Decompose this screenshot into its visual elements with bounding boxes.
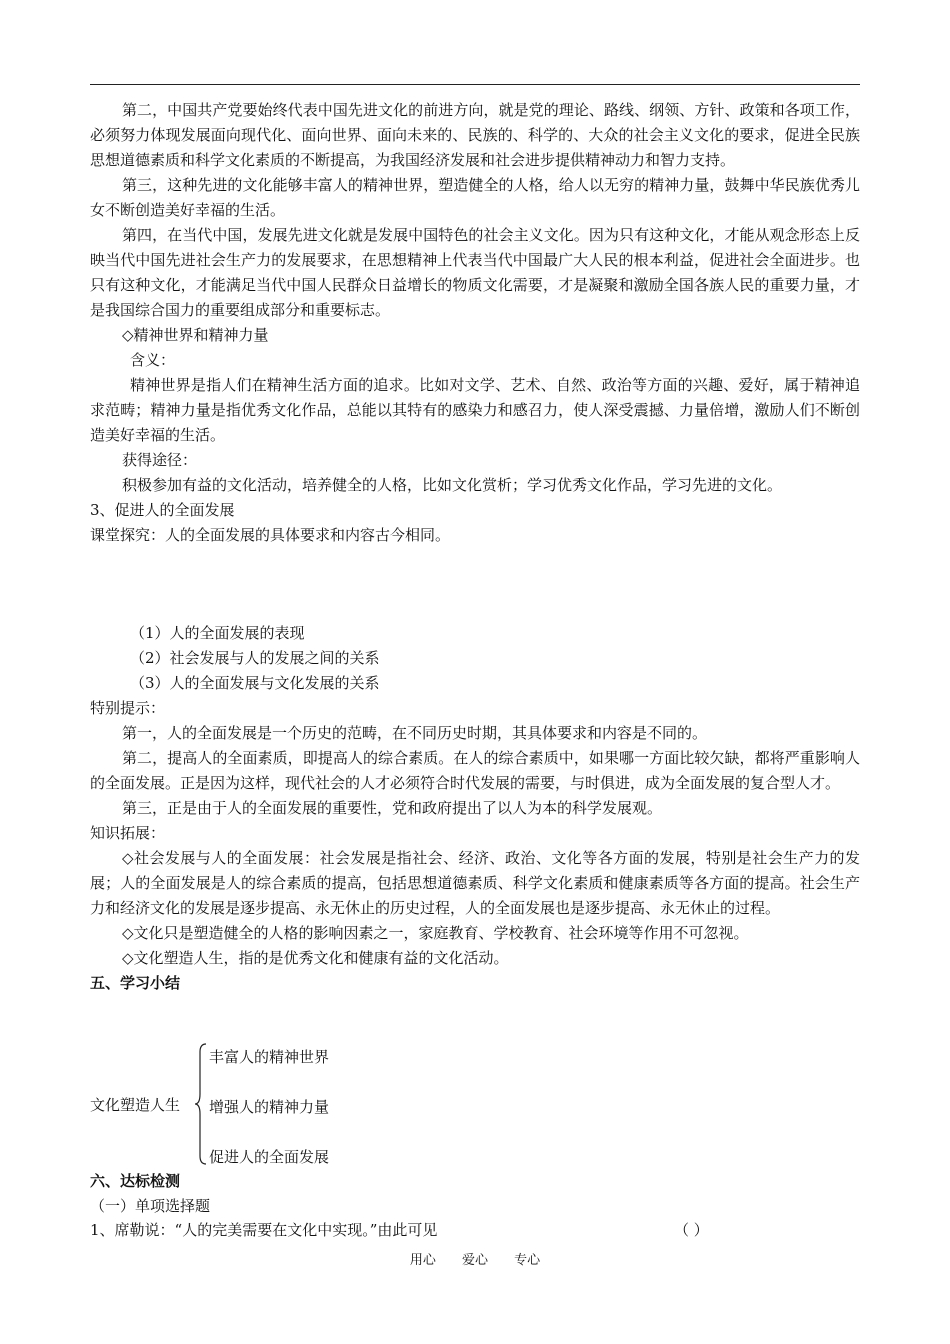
test-section xyxy=(90,1169,860,1219)
list-item: （2）社会发展与人的发展之间的关系 xyxy=(130,649,380,667)
label-meaning: 含义： xyxy=(130,351,176,369)
paragraph-fourth: 第四，在当代中国，发展先进文化就是发展中国特色的社会主义文化。因为只有这种文化，才能从观念形态上反映当代中国先进社会生产力的发展要求，在思想精神上代表当代中国最广大人民的根本利益，促进社会全面进步。也只有这种文化，才能满足当代中国人民群众日益增长的物质文化需要，才是凝聚和激励全国各族人民的重要力量，才是我国综合国力的重要组成部分和重要标志。 xyxy=(90,226,860,319)
body-text-middle xyxy=(90,621,860,996)
question-1: 1、席勒说：“人的完美需要在文化中实现。”由此可见 xyxy=(90,1221,438,1239)
header-rule xyxy=(90,84,860,85)
summary-item: 促进人的全面发展 xyxy=(209,1148,330,1166)
paragraph-approach: 积极参加有益的文化活动，培养健全的人格，比如文化赏析；学习优秀文化作品，学习先进的文化。 xyxy=(122,476,783,494)
page-footer: 用心 爱心 专心 xyxy=(409,1253,541,1268)
tip-second: 第二，提高人的全面素质，即提高人的综合素质。在人的综合素质中，如果哪一方面比较欠缺，都将严重影响人的全面发展。正是因为这样，现代社会的人才必须符合时代发展的需要，与时俱进，成为全面发展的复合型人才。 xyxy=(90,749,860,792)
section-6-heading: 六、达标检测 xyxy=(90,1172,181,1190)
paragraph-second: 第二，中国共产党要始终代表中国先进文化的前进方向，就是党的理论、路线、纲领、方针、政策和各项工作，必须努力体现发展面向现代化、面向世界、面向未来的、民族的、科学的、大众的社会主义文化的要求，促进全民族思想道德素质和科学文化素质的不断提高，为我国经济发展和社会进步提供精神动力和智力支持。 xyxy=(90,101,860,169)
summary-root: 文化塑造人生 xyxy=(90,1096,181,1114)
list-item: （1）人的全面发展的表现 xyxy=(130,624,305,642)
paragraph-meaning: 精神世界是指人们在精神生活方面的追求。比如对文学、艺术、自然、政治等方面的兴趣、爱好，属于精神追求范畴；精神力量是指优秀文化作品，总能以其特有的感染力和感召力，使人深受震撼、力量倍增，激励人们不断创造美好幸福的生活。 xyxy=(90,376,860,444)
knowledge-expansion-label: 知识拓展： xyxy=(90,824,166,842)
tip-first: 第一，人的全面发展是一个历史的范畴，在不同历史时期，其具体要求和内容是不同的。 xyxy=(122,724,708,742)
expansion-paragraph-2: ◇文化只是塑造健全的人格的影响因素之一，家庭教育、学校教育、社会环境等作用不可忽视。 xyxy=(122,924,749,942)
special-tip-label: 特别提示： xyxy=(90,699,166,717)
summary-item: 增强人的精神力量 xyxy=(209,1098,330,1116)
tip-third: 第三，正是由于人的全面发展的重要性，党和政府提出了以人为本的科学发展观。 xyxy=(122,799,663,817)
list-item: （3）人的全面发展与文化发展的关系 xyxy=(130,674,380,692)
single-choice-label: （一）单项选择题 xyxy=(90,1197,211,1215)
section-5-heading: 五、学习小结 xyxy=(90,974,181,992)
label-approach: 获得途径： xyxy=(122,451,198,469)
expansion-paragraph-1: ◇社会发展与人的全面发展：社会发展是指社会、经济、政治、文化等各方面的发展，特别是社会生产力的发展；人的全面发展是人的综合素质的提高，包括思想道德素质、科学文化素质和健康素质等各方面的提高。社会生产力和经济文化的发展是逐步提高、永无休止的历史过程，人的全面发展也是逐步提高、永无休止的过程。 xyxy=(90,849,860,917)
answer-blank: （ ） xyxy=(674,1221,709,1239)
section-3-heading: 3、促进人的全面发展 xyxy=(90,501,235,519)
classroom-inquiry: 课堂探究：人的全面发展的具体要求和内容古今相同。 xyxy=(90,526,451,544)
summary-item: 丰富人的精神世界 xyxy=(209,1048,330,1066)
expansion-paragraph-3: ◇文化塑造人生，指的是优秀文化和健康有益的文化活动。 xyxy=(122,949,509,967)
paragraph-third: 第三，这种先进的文化能够丰富人的精神世界，塑造健全的人格，给人以无穷的精神力量，鼓舞中华民族优秀儿女不断创造美好幸福的生活。 xyxy=(90,176,860,219)
subheading-spirit: ◇精神世界和精神力量 xyxy=(122,326,269,344)
body-text-top xyxy=(90,98,860,548)
summary-brace-icon xyxy=(194,1042,208,1166)
